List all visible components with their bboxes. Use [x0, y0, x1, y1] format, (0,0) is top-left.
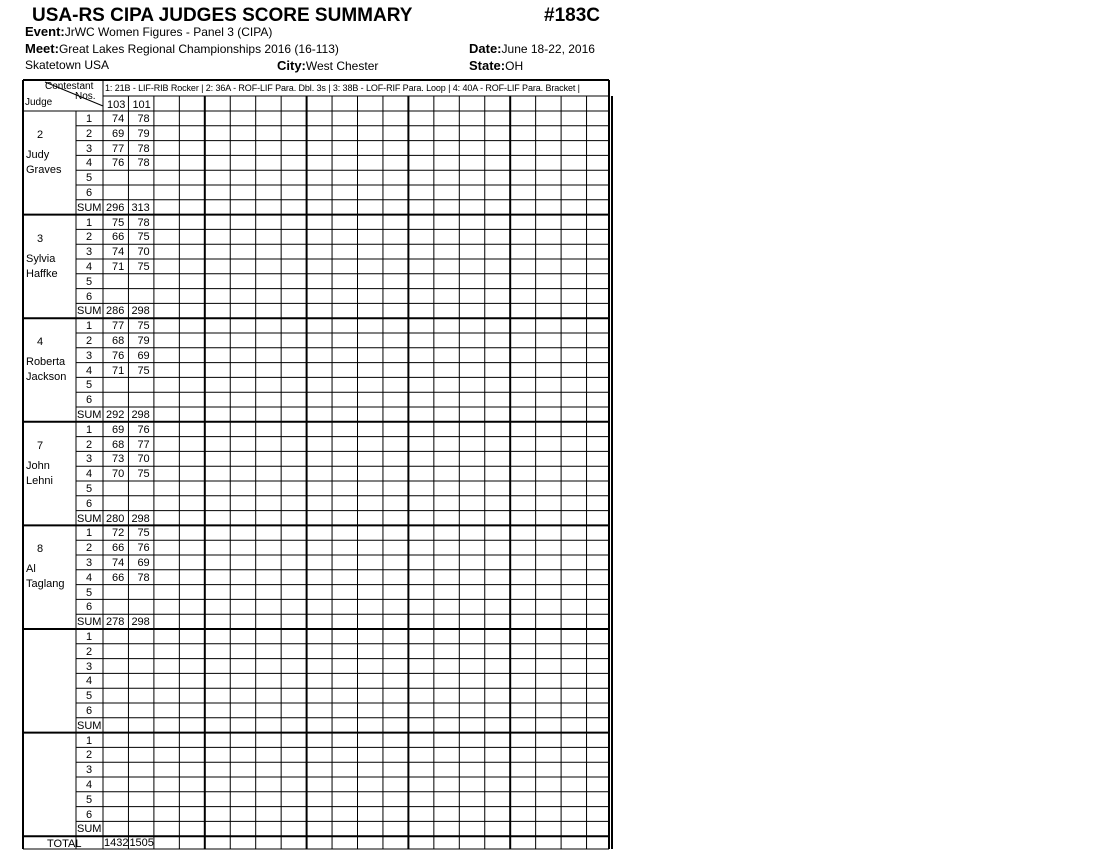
nos-header: Nos. — [75, 91, 96, 102]
row-number-label: 1 — [86, 423, 93, 436]
row-number-label: 6 — [86, 497, 93, 510]
sum-value: 280 — [106, 512, 125, 525]
judge-last-name: Lehni — [26, 474, 53, 487]
row-number-label: 5 — [86, 172, 93, 185]
row-number-label: 6 — [86, 808, 93, 821]
sum-label: SUM — [77, 719, 102, 732]
meet-value: Great Lakes Regional Championships 2016 (16-113) — [58, 42, 339, 56]
host-name: Skatetown USA — [25, 58, 110, 72]
row-number-label: 6 — [86, 290, 93, 303]
judge-last-name: Taglang — [26, 578, 65, 591]
total-label: TOTAL — [47, 838, 82, 850]
judge-first-name: John — [26, 459, 50, 472]
score-value: 75 — [137, 231, 150, 244]
score-value: 69 — [112, 423, 125, 436]
judge-last-name: Jackson — [26, 371, 67, 384]
event-label: Event: — [25, 24, 65, 39]
sum-label: SUM — [77, 201, 102, 214]
total-value: 1505 — [129, 837, 154, 850]
row-number-label: 2 — [86, 749, 93, 762]
score-value: 78 — [137, 216, 150, 229]
row-number-label: 5 — [86, 793, 93, 806]
sum-label: SUM — [77, 409, 102, 421]
contestant-header: Contestant — [45, 81, 94, 92]
sum-label: SUM — [77, 823, 102, 836]
score-value: 74 — [112, 113, 125, 125]
judge-last-name: Graves — [26, 164, 62, 176]
contestant-number: 101 — [132, 99, 151, 111]
score-value: 70 — [137, 453, 150, 466]
sum-label: SUM — [77, 305, 102, 318]
judge-number: 4 — [37, 336, 44, 349]
page-title: USA-RS CIPA JUDGES SCORE SUMMARY — [32, 5, 413, 26]
score-value: 66 — [112, 571, 125, 584]
row-number-label: 5 — [86, 379, 93, 392]
judge-header: Judge — [25, 97, 53, 108]
date-value: June 18-22, 2016 — [501, 42, 595, 56]
score-value: 76 — [112, 349, 125, 362]
row-number-label: 4 — [86, 157, 93, 170]
row-number-label: 1 — [86, 320, 93, 333]
row-number-label: 4 — [86, 364, 93, 377]
score-value: 69 — [112, 127, 125, 140]
score-value: 75 — [137, 320, 150, 333]
city-value: West Chester — [305, 59, 379, 73]
row-number-label: 1 — [86, 113, 93, 125]
row-number-label: 3 — [86, 349, 93, 362]
judge-number: 8 — [37, 543, 44, 556]
score-value: 68 — [112, 335, 125, 347]
row-number-label: 6 — [86, 187, 93, 199]
score-value: 76 — [112, 157, 125, 170]
state-value: OH — [505, 59, 524, 73]
sum-value: 298 — [131, 409, 150, 421]
city-label: City: — [277, 58, 306, 73]
score-value: 69 — [137, 557, 150, 569]
sum-value: 278 — [106, 616, 125, 629]
score-value: 77 — [137, 438, 150, 451]
row-number-label: 5 — [86, 483, 93, 495]
score-value: 75 — [112, 216, 125, 229]
row-number-label: 1 — [86, 734, 93, 747]
score-value: 78 — [137, 157, 150, 170]
score-value: 66 — [112, 542, 125, 555]
sum-value: 313 — [131, 201, 150, 214]
row-number-label: 4 — [86, 261, 93, 273]
row-number-label: 6 — [86, 705, 93, 717]
score-value: 71 — [112, 364, 125, 377]
score-value: 79 — [137, 335, 150, 347]
row-number-label: 4 — [86, 779, 93, 791]
figures-header: 1: 21B - LIF-RIB Rocker | 2: 36A - ROF-LIF Para. Dbl. 3s | 3: 38B - LOF-RIF Para. Loop | 4: 40A - ROF-LIF Para. Bracket | — [105, 83, 580, 93]
row-number-label: 3 — [86, 764, 93, 777]
judge-number: 7 — [37, 439, 44, 452]
event-value: JrWC Women Figures - Panel 3 (CIPA) — [64, 25, 273, 39]
score-value: 75 — [137, 261, 150, 273]
score-value: 76 — [137, 542, 150, 555]
row-number-label: 4 — [86, 571, 93, 584]
row-number-label: 2 — [86, 335, 93, 347]
judge-first-name: Al — [26, 563, 36, 576]
score-value: 74 — [112, 557, 125, 569]
score-value: 66 — [112, 231, 125, 244]
row-number-label: 4 — [86, 468, 93, 481]
total-value: 1432 — [104, 837, 129, 850]
meet-label: Meet: — [25, 41, 59, 56]
score-value: 75 — [137, 364, 150, 377]
state-label: State: — [469, 58, 506, 73]
score-value: 75 — [137, 468, 150, 481]
row-number-label: 2 — [86, 127, 93, 140]
score-value: 77 — [112, 320, 125, 333]
judge-first-name: Sylvia — [26, 252, 56, 265]
sum-value: 296 — [106, 201, 125, 214]
row-number-label: 4 — [86, 675, 93, 688]
score-value: 78 — [137, 571, 150, 584]
judge-first-name: Judy — [26, 149, 50, 161]
row-number-label: 3 — [86, 453, 93, 466]
sum-label: SUM — [77, 512, 102, 525]
row-number-label: 1 — [86, 216, 93, 229]
row-number-label: 2 — [86, 645, 93, 658]
score-value: 76 — [137, 423, 150, 436]
sum-label: SUM — [77, 616, 102, 629]
row-number-label: 5 — [86, 690, 93, 703]
form-code: #183C — [544, 5, 600, 26]
score-value: 78 — [137, 113, 150, 125]
row-number-label: 3 — [86, 557, 93, 569]
score-value: 79 — [137, 127, 150, 140]
date-label: Date: — [469, 41, 502, 56]
sum-value: 298 — [131, 512, 150, 525]
row-number-label: 2 — [86, 231, 93, 244]
row-number-label: 3 — [86, 660, 93, 673]
judge-last-name: Haffke — [26, 267, 58, 280]
sum-value: 292 — [106, 409, 125, 421]
judge-number: 3 — [37, 232, 44, 245]
row-number-label: 5 — [86, 586, 93, 599]
score-value: 68 — [112, 438, 125, 451]
score-value: 71 — [112, 261, 125, 273]
row-number-label: 6 — [86, 601, 93, 614]
row-number-label: 2 — [86, 438, 93, 451]
score-value: 73 — [112, 453, 125, 466]
row-number-label: 1 — [86, 527, 93, 540]
sum-value: 286 — [106, 305, 125, 318]
judge-first-name: Roberta — [26, 356, 66, 369]
row-number-label: 2 — [86, 542, 93, 555]
contestant-number: 103 — [107, 99, 126, 111]
row-number-label: 6 — [86, 394, 93, 407]
score-value: 70 — [137, 246, 150, 259]
score-value: 70 — [112, 468, 125, 481]
row-number-label: 5 — [86, 275, 93, 288]
row-number-label: 1 — [86, 631, 93, 643]
score-value: 69 — [137, 349, 150, 362]
judge-number: 2 — [37, 129, 44, 141]
score-value: 74 — [112, 246, 125, 259]
score-value: 75 — [137, 527, 150, 540]
score-value: 78 — [137, 142, 150, 155]
score-value: 77 — [112, 142, 125, 155]
row-number-label: 3 — [86, 142, 93, 155]
score-value: 72 — [112, 527, 125, 540]
sum-value: 298 — [131, 305, 150, 318]
sum-value: 298 — [131, 616, 150, 629]
row-number-label: 3 — [86, 246, 93, 259]
